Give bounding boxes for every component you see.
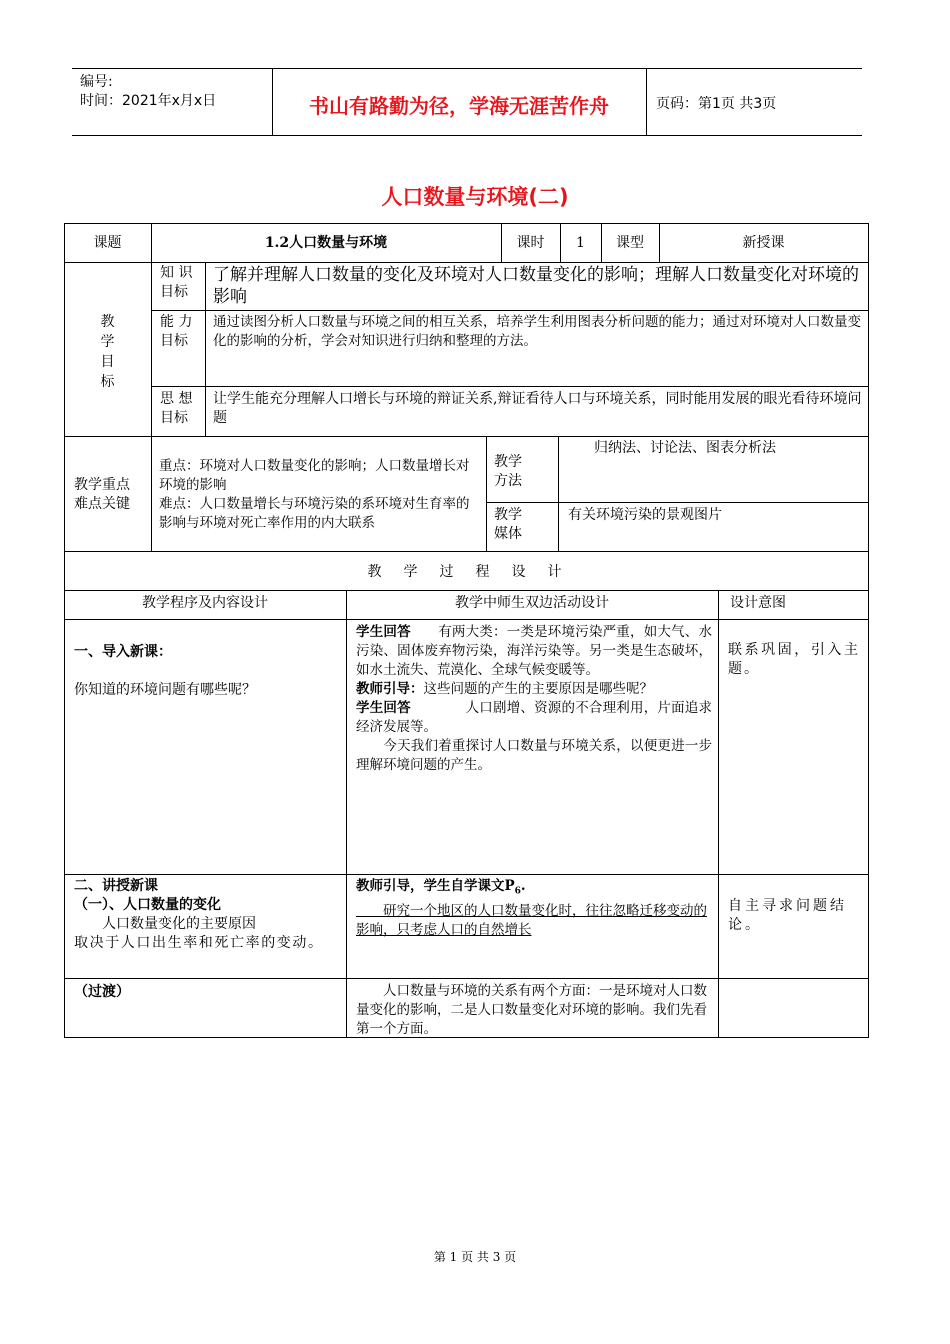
table-border xyxy=(64,262,869,263)
teacher-guide-label: 教师引导： xyxy=(356,681,424,697)
table-border xyxy=(205,262,206,437)
section2-title: 二、讲授新课 xyxy=(74,878,158,894)
section2-underlined: 研究一个地区的人口数量变化时，往往忽略迁移变动的影响，只考虑人口的自然增长 xyxy=(356,902,707,938)
table-border xyxy=(151,223,152,551)
table-border xyxy=(486,502,869,503)
teacher-guide-end: . xyxy=(520,878,526,894)
table-border xyxy=(558,436,559,552)
student-answer-label: 学生回答 xyxy=(356,624,411,640)
knowledge-text: 了解并理解人口数量的变化及环境对人口数量变化的影响；理解人口数量变化对环境的影响 xyxy=(213,265,859,307)
section1-question: 你知道的环境问题有哪些呢？ xyxy=(74,682,256,698)
document-title: 人口数量与环境(二) xyxy=(381,185,569,209)
table-border xyxy=(868,223,869,1038)
header-page-info: 页码：第1页 共3页 xyxy=(656,96,777,112)
section2-subtitle: （一）、人口数量的变化 xyxy=(74,897,221,913)
key-label: 教学重点 难点关键 xyxy=(74,477,130,512)
knowledge-label: 知 识 目标 xyxy=(160,265,193,300)
section2-intent: 自主寻求问题结论。 xyxy=(728,898,847,933)
table-border xyxy=(64,590,869,591)
col-header-content: 教学程序及内容设计 xyxy=(142,595,268,611)
topic-label: 课题 xyxy=(93,235,122,251)
section1-closing: 今天我们着重探讨人口数量与环境关系，以便更进一步理解环境问题的产生。 xyxy=(356,738,712,773)
table-border xyxy=(151,386,869,387)
section2-line1: 人口数量变化的主要原因 xyxy=(74,916,256,932)
col-header-intent: 设计意图 xyxy=(730,595,786,611)
section1-intent: 联系巩固，引入主题。 xyxy=(728,642,860,677)
topic-value: 1.2人口数量与环境 xyxy=(264,235,388,251)
hours-value: 1 xyxy=(576,235,585,251)
table-border xyxy=(64,619,869,620)
student-answer-text: 人口剧增、资源的不合理利用，片面追求经济发展等。 xyxy=(356,700,713,735)
ability-text: 通过读图分析人口数量与环境之间的相互关系，培养学生利用图表分析问题的能力；通过对环境对人口数量变化的影响的分析，学会对知识进行归纳和整理的方法。 xyxy=(213,314,861,349)
section3-text: 人口数量与环境的关系有两个方面：一是环境对人口数量变化的影响，二是人口数量变化对环境的影响。我们先看第一个方面。 xyxy=(356,983,707,1037)
media-value: 有关环境污染的景观图片 xyxy=(568,507,722,523)
key-text: 重点：环境对人口数量变化的影响；人口数量增长对环境的影响 难点：人口数量增长与环境污染的系环境对生育率的影响与环境对死亡率作用的内大联系 xyxy=(159,458,470,531)
thought-label: 思 想 目标 xyxy=(160,391,193,426)
section1-activity xyxy=(356,623,712,775)
header-number-label: 编号: xyxy=(80,74,113,90)
table-border xyxy=(64,223,869,224)
type-value: 新授课 xyxy=(742,235,785,251)
goals-label: 教 学 目 标 xyxy=(100,314,115,390)
process-title: 教 学 过 程 设 计 xyxy=(367,564,566,580)
media-label: 教学 媒体 xyxy=(494,507,522,542)
header-bottom-rule xyxy=(72,135,862,136)
type-label: 课型 xyxy=(616,235,644,251)
method-label: 教学 方法 xyxy=(494,454,522,489)
section2-line2: 取决于人口出生率和死亡率的变动。 xyxy=(74,935,324,951)
method-value: 归纳法、讨论法、图表分析法 xyxy=(594,440,776,456)
section1-title: 一、导入新课： xyxy=(74,644,172,660)
table-border xyxy=(346,590,347,1038)
col-header-activity: 教学中师生双边活动设计 xyxy=(455,595,609,611)
ability-label: 能 力 目标 xyxy=(160,314,193,349)
page-footer: 第 1 页 共 3 页 xyxy=(433,1250,517,1264)
table-border xyxy=(151,310,869,311)
student-answer-text: 有两大类：一类是环境污染严重，如大气、水污染、固体废弃物污染，海洋污染等。另一类是生态破坏，如水土流失、荒漠化、全球气候变暖等。 xyxy=(356,624,713,678)
teacher-guide-label: 教师引导，学生自学课文P xyxy=(356,878,515,894)
table-border xyxy=(64,978,869,979)
header-top-rule xyxy=(72,68,862,69)
header-divider-right xyxy=(646,68,647,136)
section3-title: （过渡） xyxy=(74,984,130,1000)
header-motto: 书山有路勤为径，学海无涯苦作舟 xyxy=(309,94,609,118)
header-time-label: 时间：2021年x月x日 xyxy=(80,93,217,109)
table-border xyxy=(718,590,719,1038)
table-border xyxy=(64,551,869,552)
table-border xyxy=(64,874,869,875)
page-number-sub: 6 xyxy=(514,886,521,897)
teacher-guide-text: 这些问题的产生的主要原因是哪些呢？ xyxy=(423,681,653,697)
table-border xyxy=(486,436,487,552)
table-border xyxy=(64,436,869,437)
student-answer-label: 学生回答 xyxy=(356,700,411,716)
thought-text: 让学生能充分理解人口增长与环境的辩证关系,辩证看待人口与环境关系，同时能用发展的眼光看待环境问题 xyxy=(213,391,862,426)
hours-label: 课时 xyxy=(516,235,545,251)
section2-activity xyxy=(356,877,712,940)
